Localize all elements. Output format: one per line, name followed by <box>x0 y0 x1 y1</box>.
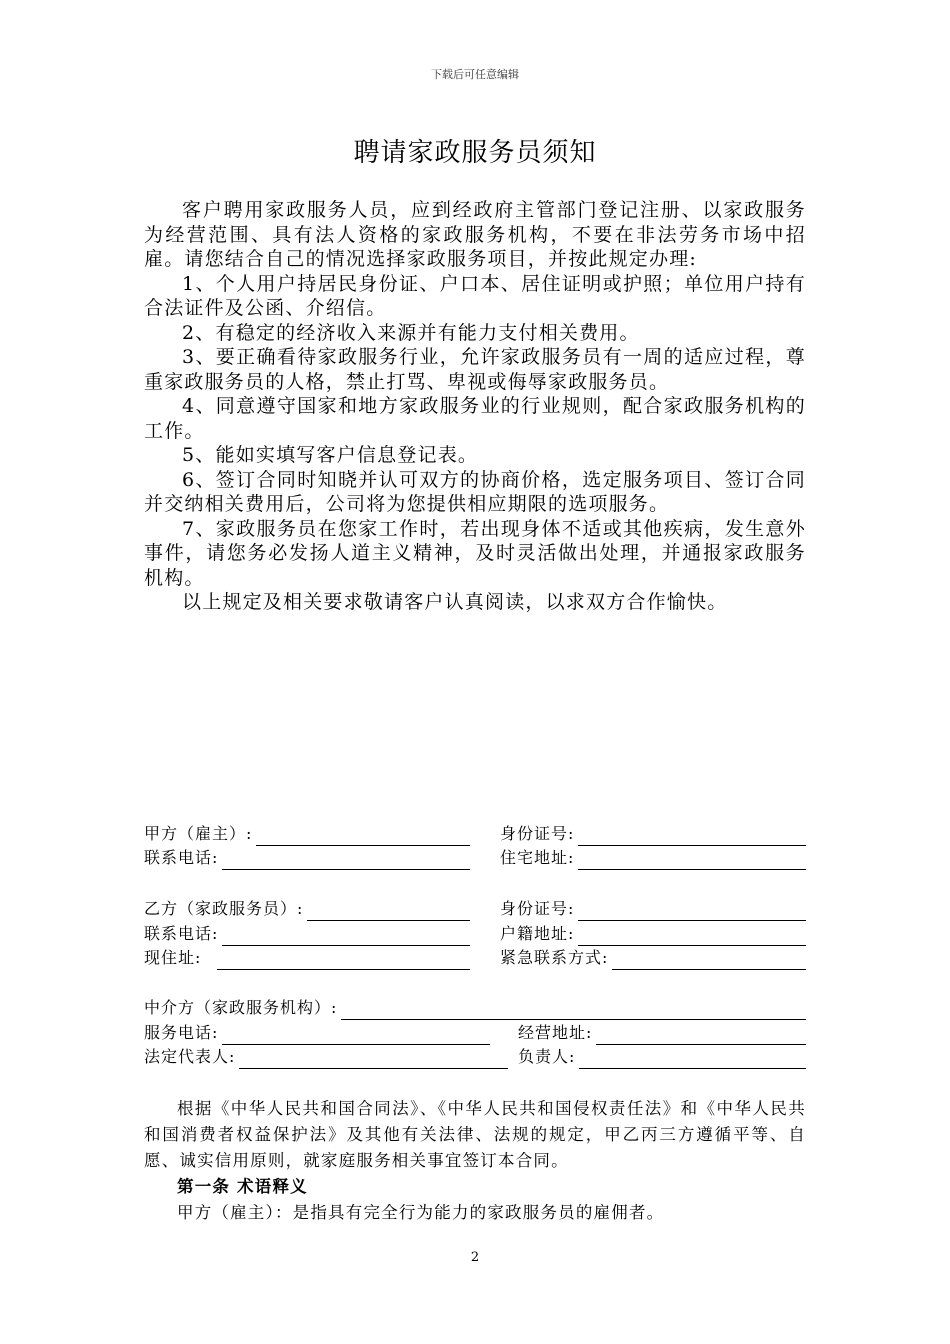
notice-item: 2、有稳定的经济收入来源并有能力支付相关费用。 <box>182 321 640 344</box>
party-b-name-field[interactable] <box>144 899 470 921</box>
contract-section <box>144 1096 806 1226</box>
notice-item: 3、要正确看待家政服务行业，允许家政服务员有一周的适应过程，尊重家政服务员的人格，禁止打骂、卑视或侮辱家政服务员。 <box>144 346 806 393</box>
agency-row-1 <box>144 998 806 1020</box>
party-a-row-2 <box>144 848 806 870</box>
party-b-id-line[interactable] <box>578 902 806 921</box>
notice-intro: 客户聘用家政服务人员，应到经政府主管部门登记注册、以家政服务为经营范围、具有法人资格的家政服务机构，不要在非法劳务市场中招雇。请您结合自己的情况选择家政服务项目，并按此规定办理: <box>144 199 806 270</box>
party-b-current-address-label: 现住址: <box>144 948 202 967</box>
agency-legal-rep-label: 法定代表人: <box>144 1047 236 1066</box>
agency-person-label: 负责人: <box>518 1047 576 1066</box>
party-b-emergency-line[interactable] <box>612 951 806 970</box>
party-a-address-field[interactable] <box>500 848 806 870</box>
party-b-emergency-label: 紧急联系方式: <box>500 948 609 967</box>
party-b-id-field[interactable] <box>500 899 806 921</box>
notice-item: 7、家政服务员在您家工作时，若出现身体不适或其他疾病，发生意外事件，请您务必发扬人道主义精神，及时灵活做出处理，并通报家政服务机构。 <box>144 517 806 589</box>
agency-address-label: 经营地址: <box>518 1023 593 1042</box>
agency-legal-rep-line[interactable] <box>239 1050 508 1069</box>
agency-legal-rep-field[interactable] <box>144 1047 508 1069</box>
party-b-phone-line[interactable] <box>222 927 470 946</box>
notice-item: 4、同意遵守国家和地方家政服务业的行业规则，配合家政服务机构的工作。 <box>144 395 806 442</box>
header-note: 下载后可任意编辑 <box>431 68 519 81</box>
agency-address-field[interactable] <box>518 1023 806 1045</box>
party-b-row-2 <box>144 924 806 946</box>
party-a-address-label: 住宅地址: <box>500 848 575 867</box>
agency-row-2 <box>144 1023 806 1045</box>
party-a-id-line[interactable] <box>578 827 806 846</box>
party-a-id-field[interactable] <box>500 824 806 846</box>
party-b-hukou-field[interactable] <box>500 924 806 946</box>
agency-name-label: 中介方（家政服务机构）: <box>144 998 338 1017</box>
agency-name-field[interactable] <box>144 998 806 1020</box>
party-b-phone-field[interactable] <box>144 924 470 946</box>
party-a-name-label: 甲方（雇主）: <box>144 824 253 843</box>
party-a-address-line[interactable] <box>578 851 806 870</box>
contract-preamble: 根据《中华人民共和国合同法》、《中华人民共和国侵权责任法》和《中华人民共和国消费者权益保护法》及其他有关法律、法规的规定，甲乙丙三方遵循平等、自愿、诚实信用原则，就家庭服务相关事宜签订本合同。 <box>144 1099 806 1170</box>
party-a-phone-label: 联系电话: <box>144 848 219 867</box>
party-b-emergency-field[interactable] <box>500 948 806 970</box>
agency-name-line[interactable] <box>341 1001 806 1020</box>
party-a-phone-line[interactable] <box>222 851 470 870</box>
party-a-phone-field[interactable] <box>144 848 470 870</box>
party-b-hukou-label: 户籍地址: <box>500 924 575 943</box>
party-a-row-1 <box>144 824 806 846</box>
agency-phone-label: 服务电话: <box>144 1023 219 1042</box>
notice-item: 6、签订合同时知晓并认可双方的协商价格，选定服务项目、签订合同并交纳相关费用后，公司将为您提供相应期限的选项服务。 <box>144 468 806 515</box>
party-b-name-line[interactable] <box>307 902 470 921</box>
party-b-name-label: 乙方（家政服务员）: <box>144 899 304 918</box>
notice-item: 1、个人用户持居民身份证、户口本、居住证明或护照；单位用户持有合法证件及公函、介绍信。 <box>144 272 806 319</box>
party-a-id-label: 身份证号: <box>500 824 575 843</box>
article-1-title: 第一条 术语释义 <box>177 1177 308 1196</box>
party-b-hukou-line[interactable] <box>578 927 806 946</box>
notice-closing: 以上规定及相关要求敬请客户认真阅读，以求双方合作愉快。 <box>182 591 728 613</box>
agency-address-line[interactable] <box>596 1026 806 1045</box>
page-number: 2 <box>470 1250 480 1265</box>
party-a-name-line[interactable] <box>256 827 470 846</box>
party-b-current-address-line[interactable] <box>217 951 470 970</box>
page-title: 聘请家政服务员须知 <box>353 138 597 168</box>
agency-phone-line[interactable] <box>222 1026 490 1045</box>
agency-person-field[interactable] <box>518 1047 806 1069</box>
notice-body <box>144 198 806 615</box>
party-b-current-address-field[interactable] <box>144 948 470 970</box>
agency-row-3 <box>144 1047 806 1069</box>
party-b-id-label: 身份证号: <box>500 899 575 918</box>
agency-phone-field[interactable] <box>144 1023 490 1045</box>
party-b-row-1 <box>144 899 806 921</box>
party-b-phone-label: 联系电话: <box>144 924 219 943</box>
notice-item: 5、能如实填写客户信息登记表。 <box>182 444 479 466</box>
party-a-name-field[interactable] <box>144 824 470 846</box>
agency-person-line[interactable] <box>579 1050 806 1069</box>
party-b-row-3 <box>144 948 806 970</box>
article-1-definition: 甲方（雇主）：是指具有完全行为能力的家政服务员的雇佣者。 <box>177 1203 665 1222</box>
